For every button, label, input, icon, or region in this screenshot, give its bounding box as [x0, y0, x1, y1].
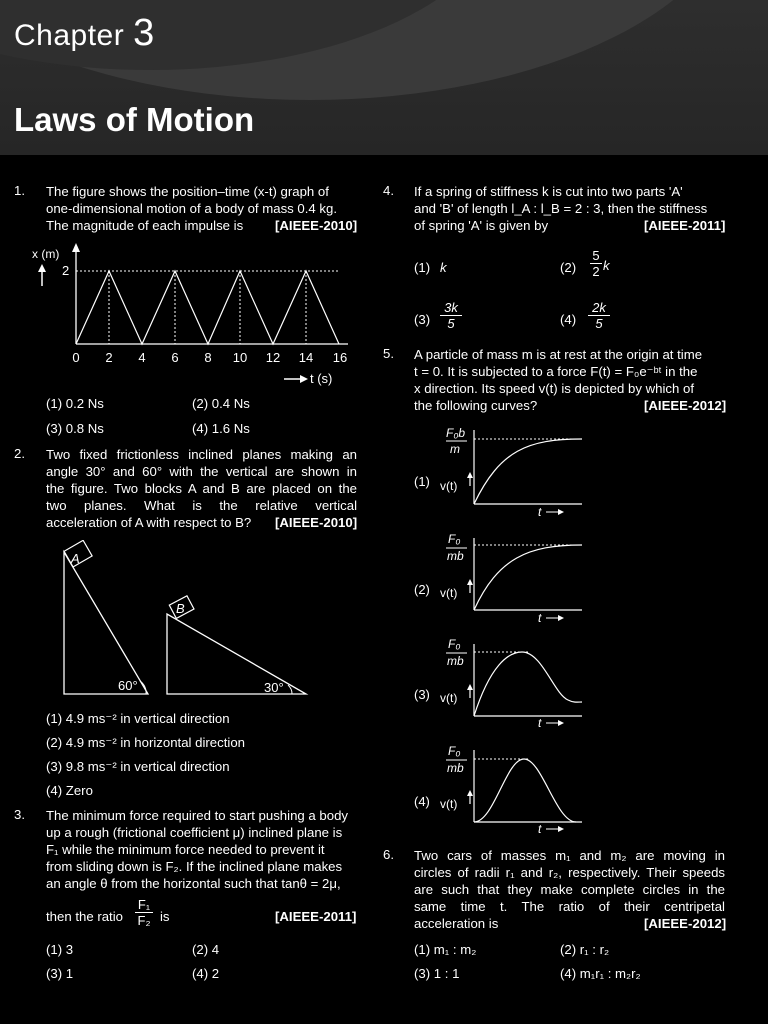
option-3-label[interactable]: (3) [414, 312, 431, 327]
question-text-line: an angle θ from the horizontal such that tanθ = 2μ, [46, 876, 341, 891]
graph-xtick: 14 [298, 350, 314, 365]
question-text-line: t = 0. It is subjected to a force F(t) = F₀e⁻ᵇᵗ in the [414, 364, 698, 379]
option-3[interactable]: (3) 1 : 1 [414, 966, 460, 981]
option-2-label[interactable]: (2) [560, 260, 577, 275]
graph-vlabel: v(t) [440, 797, 458, 811]
graph-max-numerator: F₀ [448, 637, 461, 651]
exam-tag: [AIEEE-2012] [644, 398, 727, 413]
graph-option-label: (4) [414, 794, 430, 809]
option-2[interactable]: (2) 0.4 Ns [192, 396, 250, 411]
graph-tlabel: t [538, 716, 542, 730]
exam-tag: [AIEEE-2010] [275, 218, 358, 233]
option-3[interactable]: (3) 1 [46, 966, 74, 981]
speed-graph-3[interactable] [410, 636, 600, 736]
question-number: 4. [383, 183, 394, 198]
exam-tag: [AIEEE-2010] [275, 515, 358, 530]
question-text-line: circles of radii r₁ and r₂, respectively. Their speeds [414, 865, 725, 880]
option-4[interactable]: (4) Zero [46, 783, 93, 798]
question-text-line: are such that they make complete circles in the [414, 882, 725, 897]
inclined-planes-figure [60, 540, 320, 700]
question-number: 2. [14, 446, 25, 461]
option-3[interactable]: (3) 9.8 ms⁻² in vertical direction [46, 759, 230, 774]
fraction-denominator: 2 [590, 263, 602, 279]
question-text-line: acceleration is [414, 916, 499, 931]
option-4[interactable]: (4) 1.6 Ns [192, 421, 250, 436]
question-number: 3. [14, 807, 25, 822]
question-text-line: If a spring of stiffness k is cut into two parts 'A' [414, 184, 683, 199]
ratio-prefix: then the ratio [46, 909, 123, 924]
graph-xtick: 2 [105, 350, 113, 365]
question-text-line: the figure. Two blocks A and B are placed on the [46, 481, 357, 496]
graph-tlabel: t [538, 822, 542, 836]
option-2[interactable]: (2) r₁ : r₂ [560, 942, 610, 957]
fraction-numerator: F₁ [137, 897, 151, 912]
exam-tag: [AIEEE-2011] [644, 218, 726, 233]
question-text-line: angle 30° and 60° with the vertical are shown in [46, 464, 357, 479]
fraction-numerator: 2k [592, 300, 606, 315]
chapter-label [14, 12, 155, 55]
question-text-line: The magnitude of each impulse is [46, 218, 244, 233]
graph-ylabel: x (m) [32, 247, 60, 261]
option-4-label[interactable]: (4) [560, 312, 577, 327]
ratio-fraction [135, 897, 153, 928]
graph-option-label: (3) [414, 687, 430, 702]
graph-max-numerator: F₀ [448, 532, 461, 546]
question-text-line: from sliding down is F₂. If the inclined plane makes [46, 859, 343, 874]
question-text-line: same time t. The ratio of their centripetal [414, 899, 725, 914]
graph-vlabel: v(t) [440, 691, 458, 705]
graph-max-denominator: mb [447, 654, 464, 668]
position-time-graph [28, 238, 358, 393]
fraction-numerator: 5 [592, 248, 600, 263]
option-1[interactable]: (1) 0.2 Ns [46, 396, 104, 411]
question-text-line: The minimum force required to start pushing a body [46, 808, 348, 823]
graph-xtick: 6 [171, 350, 179, 365]
graph-xtick: 4 [138, 350, 146, 365]
question-text-line: x direction. Its speed v(t) is depicted by which of [414, 381, 694, 396]
question-text-line: two planes. What is the relative vertical [46, 498, 357, 513]
question-text-line: one-dimensional motion of a body of mass 0.4 kg. [46, 201, 338, 216]
question-text-line: A particle of mass m is at rest at the origin at time [414, 347, 703, 362]
option-4-fraction[interactable] [588, 300, 610, 331]
fraction-numerator: 3k [444, 300, 458, 315]
speed-graph-2[interactable] [410, 530, 600, 630]
option-3[interactable]: (3) 0.8 Ns [46, 421, 104, 436]
question-text-line: Two fixed frictionless inclined planes making an [46, 447, 357, 462]
option-2-fraction[interactable] [590, 248, 602, 279]
graph-vlabel: v(t) [440, 479, 458, 493]
graph-option-label: (2) [414, 582, 430, 597]
question-number: 1. [14, 183, 25, 198]
question-text-line: up a rough (frictional coefficient μ) inclined plane is [46, 825, 343, 840]
angle-a-label: 60° [118, 678, 138, 693]
chapter-header [0, 0, 768, 155]
option-4[interactable]: (4) 2 [192, 966, 220, 981]
option-2[interactable]: (2) 4 [192, 942, 220, 957]
exam-tag: [AIEEE-2012] [644, 916, 727, 931]
graph-max-denominator: m [450, 442, 460, 456]
ratio-suffix: is [160, 909, 170, 924]
graph-option-label: (1) [414, 474, 430, 489]
graph-xtick: 10 [232, 350, 248, 365]
speed-graph-1[interactable] [410, 420, 600, 520]
option-1-value[interactable]: k [440, 260, 447, 275]
graph-tlabel: t [538, 505, 542, 519]
question-number: 6. [383, 847, 394, 862]
graph-ytick: 2 [62, 263, 70, 278]
graph-max-denominator: mb [447, 549, 464, 563]
question-text-line: of spring 'A' is given by [414, 218, 549, 233]
graph-tlabel: t [538, 611, 542, 625]
option-3-fraction[interactable] [440, 300, 462, 331]
question-text-line: Two cars of masses m₁ and m₂ are moving in [414, 848, 725, 863]
option-2-suffix: k [603, 258, 610, 273]
graph-max-numerator: F₀b [446, 426, 466, 440]
graph-vlabel: v(t) [440, 586, 458, 600]
question-text-line: the following curves? [414, 398, 538, 413]
speed-graph-4[interactable] [410, 742, 600, 842]
option-1[interactable]: (1) 3 [46, 942, 74, 957]
option-2[interactable]: (2) 4.9 ms⁻² in horizontal direction [46, 735, 245, 750]
fraction-denominator: F₂ [135, 912, 153, 928]
chapter-number: 3 [133, 12, 155, 54]
option-4[interactable]: (4) m₁r₁ : m₂r₂ [560, 966, 641, 981]
exam-tag: [AIEEE-2011] [275, 909, 357, 924]
graph-max-denominator: mb [447, 761, 464, 775]
question-text-line: and 'B' of length l_A : l_B = 2 : 3, then the stiffness [414, 201, 708, 216]
graph-xtick: 0 [72, 350, 80, 365]
chapter-title: Laws of Motion [14, 101, 255, 138]
graph-xtick: 16 [332, 350, 348, 365]
block-b-label: B [176, 601, 185, 616]
graph-xlabel: t (s) [310, 371, 333, 386]
graph-xtick: 12 [265, 350, 281, 365]
option-1[interactable]: (1) 4.9 ms⁻² in vertical direction [46, 711, 230, 726]
fraction-denominator: 5 [588, 315, 610, 331]
graph-xtick: 8 [204, 350, 212, 365]
question-number: 5. [383, 346, 394, 361]
question-text-line: The figure shows the position–time (x-t) graph of [46, 184, 329, 199]
block-a-label: A [71, 551, 80, 566]
chapter-word: Chapter [14, 19, 125, 52]
option-1[interactable]: (1) m₁ : m₂ [414, 942, 477, 957]
question-text-line: F₁ while the minimum force needed to prevent it [46, 842, 325, 857]
graph-max-numerator: F₀ [448, 744, 461, 758]
angle-b-label: 30° [264, 680, 284, 695]
fraction-denominator: 5 [440, 315, 462, 331]
option-1-label[interactable]: (1) [414, 260, 431, 275]
question-text-line: acceleration of A with respect to B? [46, 515, 252, 530]
